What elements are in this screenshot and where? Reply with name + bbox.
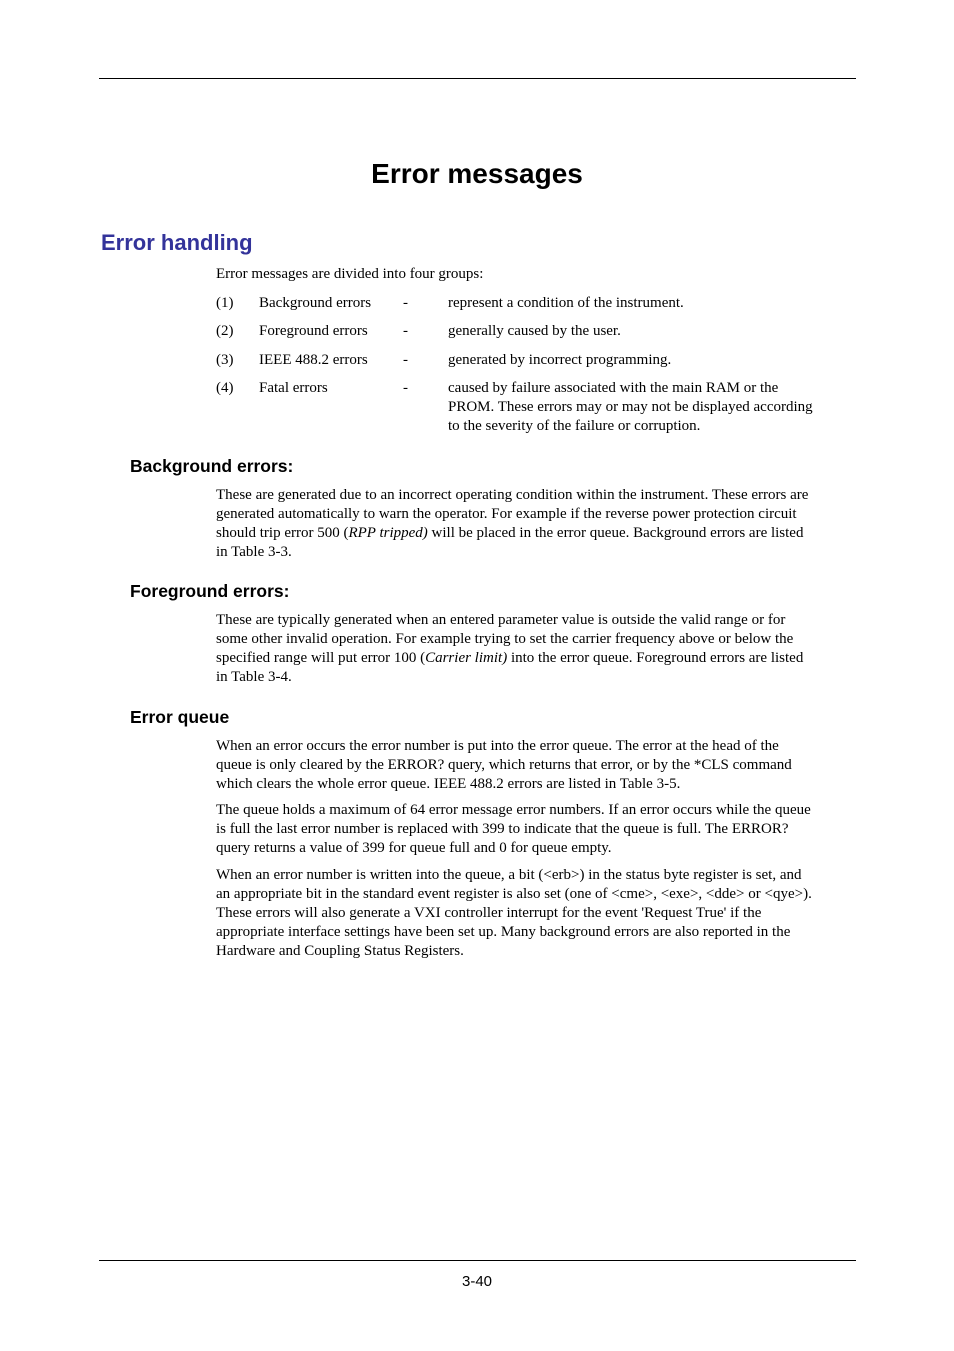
list-item-name: Foreground errors <box>259 323 368 339</box>
list-item-name: Background errors <box>259 295 372 311</box>
page-title: Error messages <box>371 158 583 189</box>
subheading-error-queue: Error queue <box>130 707 230 727</box>
intro-text: Error messages are divided into four groups: <box>216 266 484 282</box>
list-item-description: caused by failure associated with the main RAM or the PROM. These errors may or may not be displayed according to the severity of the failure or corruption. <box>448 380 813 434</box>
list-item-dash: - <box>403 352 408 368</box>
list-item-number: (4) <box>216 380 234 396</box>
error-queue-paragraph-1: When an error occurs the error number is put into the error queue. The error at the head of the queue is only cleared by the ERROR? query, which returns that error, or by the *CLS command which clears the whole error queue. IEEE 488.2 errors are listed in Table 3-5. <box>216 738 792 792</box>
subheading-background-errors: Background errors: <box>130 456 294 476</box>
list-item-number: (2) <box>216 323 234 339</box>
list-item-description: represent a condition of the instrument. <box>448 295 684 311</box>
list-item-number: (3) <box>216 352 234 368</box>
header-rule <box>99 78 856 79</box>
error-queue-paragraph-3: When an error number is written into the queue, a bit (<erb>) in the status byte register is set, and an appropriate bit in the standard event register is also set (one of <cme>, <exe>, <dde> or <qye>). These errors will also generate a VXI controller interrupt for the event 'Request True' if the appropriate interface settings have been set up. Many background errors are also reported in the Hardware and Coupling Status Registers. <box>216 867 812 959</box>
list-item-number: (1) <box>216 295 234 311</box>
list-item-description: generated by incorrect programming. <box>448 352 672 368</box>
foreground-errors-paragraph: These are typically generated when an entered parameter value is outside the valid range or for some other invalid operation. For example trying to set the carrier frequency above or below the specified range will put error 100 (Carrier limit) into the error queue. Foreground errors are listed in Table 3-4. <box>216 612 804 685</box>
subheading-foreground-errors: Foreground errors: <box>130 581 290 601</box>
section-heading-error-handling: Error handling <box>101 230 253 255</box>
error-queue-paragraph-2: The queue holds a maximum of 64 error message error numbers. If an error occurs while the queue is full the last error number is replaced with 399 to indicate that the queue is full. The ERROR? query returns a value of 399 for queue full and 0 for queue empty. <box>216 802 811 856</box>
list-item-name: IEEE 488.2 errors <box>259 352 368 368</box>
footer-rule <box>99 1260 856 1261</box>
background-errors-paragraph: These are generated due to an incorrect operating condition within the instrument. These errors are generated automatically to warn the operator. For example if the reverse power protection circuit should trip error 500 (RPP tripped) will be placed in the error queue. Background errors are listed in Table 3-3. <box>216 487 809 560</box>
list-item-dash: - <box>403 295 408 311</box>
list-item-description: generally caused by the user. <box>448 323 621 339</box>
page-number: 3-40 <box>461 1273 493 1290</box>
list-item-dash: - <box>403 323 408 339</box>
list-item-dash: - <box>403 380 408 396</box>
list-item-name: Fatal errors <box>259 380 328 396</box>
